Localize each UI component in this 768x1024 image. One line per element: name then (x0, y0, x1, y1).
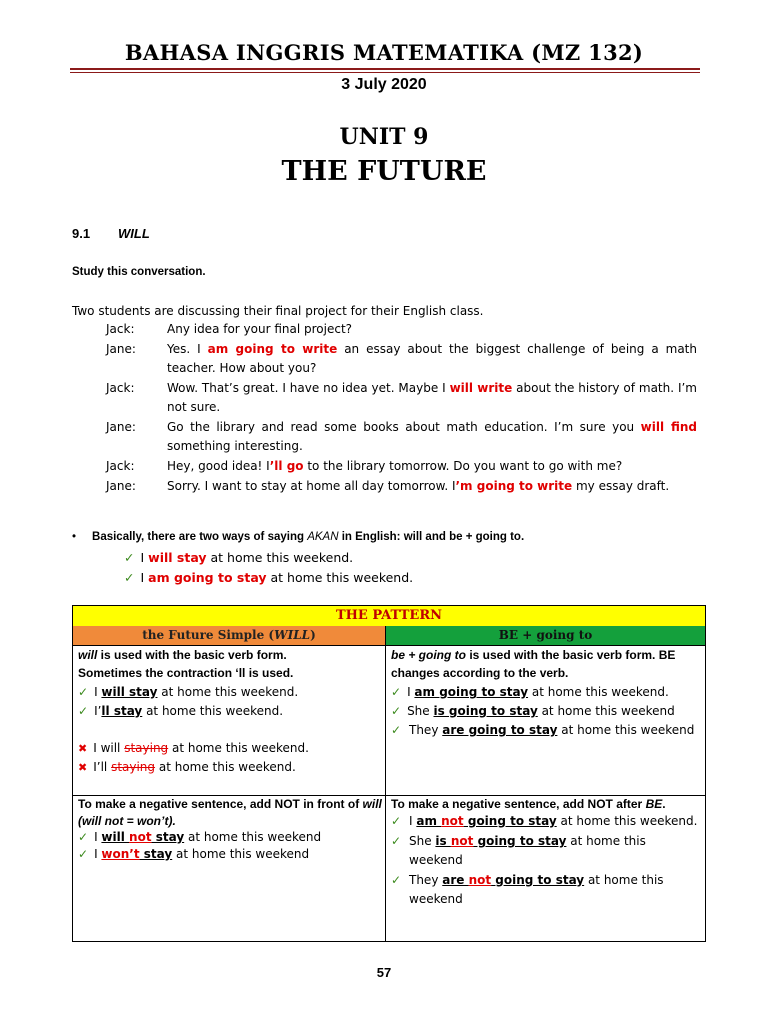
example-row (391, 832, 701, 870)
cross-icon: ✖ (78, 761, 88, 774)
rule-text: To make a negative sentence, add (78, 797, 275, 811)
future-verb: will write (449, 381, 513, 395)
bullet-text: in English: (338, 531, 404, 543)
rule-text: . (662, 797, 666, 811)
check-icon: ✓ (124, 570, 135, 585)
study-instruction: Study this conversation. (72, 266, 206, 278)
column-title: the Future Simple ( (142, 628, 275, 642)
negation-word: not (468, 873, 492, 887)
be-going-rule (391, 646, 701, 682)
wrong-verb: staying (111, 760, 156, 774)
example-verb: going to stay (473, 834, 567, 848)
negation-word: not (450, 834, 474, 848)
speaker: Jane: (106, 342, 136, 356)
example-verb: am going to stay (414, 685, 529, 699)
example-verb: am (416, 814, 442, 828)
example-row (391, 721, 701, 740)
example-text: They (409, 873, 443, 887)
example-text: at home this weekend (409, 834, 646, 867)
negation-word: not (129, 830, 152, 844)
line-text: Go the library and read some books about math education. I’m sure you (167, 420, 641, 434)
example-verb: are (442, 873, 469, 887)
section-number: 9.1 (72, 226, 91, 241)
unit-label: UNIT 9 (339, 124, 429, 150)
negation-word: not (441, 814, 464, 828)
be-going-examples (391, 683, 701, 740)
future-verb: will find (640, 420, 697, 434)
bullet-text: Basically, there are two ways of saying (92, 531, 308, 543)
example-text: I (140, 550, 149, 565)
line-text: Sorry. I want to stay at home all day tomorrow. I (167, 479, 456, 493)
example-row (391, 702, 701, 721)
rule-text: Sometimes the contraction ‘ll is used. (78, 666, 294, 680)
example-text: at home this weekend. (556, 814, 698, 828)
example-verb: stay (139, 847, 173, 861)
rule-text: is used with the basic verb form. BE changes according to the verb. (391, 648, 676, 680)
example-text: She (407, 704, 434, 718)
example-verb: stay (151, 830, 185, 844)
example-sentence (124, 550, 353, 565)
example-text: I (409, 814, 417, 828)
conversation-intro: Two students are discussing their final project for their English class. (72, 304, 484, 318)
bullet-akan: AKAN (307, 531, 339, 543)
bullet-text: . (520, 531, 525, 543)
section-title: WILL (118, 226, 150, 241)
check-icon: ✓ (78, 847, 89, 861)
page-number: 57 (376, 965, 392, 980)
check-icon: ✓ (391, 704, 402, 718)
example-text: at home this weekend (184, 830, 322, 844)
example-text: at home this weekend. (528, 685, 669, 699)
bullet-point (72, 531, 524, 543)
will-negative-rule (78, 796, 382, 830)
example-row (78, 683, 382, 702)
line-text: Any idea for your final project? (167, 322, 353, 336)
example-text: I (94, 847, 102, 861)
bullet-will: will (403, 531, 423, 543)
future-verb: am going to write (207, 342, 338, 356)
will-negative-examples (78, 829, 382, 863)
rule-em: be + going to (391, 648, 466, 662)
bullet-text: and (422, 531, 450, 543)
example-row (391, 683, 701, 702)
example-text: at home this weekend. (266, 570, 414, 585)
example-text: She (409, 834, 436, 848)
example-verb: will stay (101, 685, 158, 699)
example-text: I’ll (93, 760, 112, 774)
column-header-will (73, 626, 386, 646)
check-icon: ✓ (391, 685, 402, 699)
example-row (391, 812, 701, 831)
example-text: I (140, 570, 149, 585)
rule-text: is used with the basic verb form. (97, 648, 287, 662)
line-text: my essay draft. (572, 479, 670, 493)
table-divider-vertical (385, 645, 386, 942)
check-icon: ✓ (391, 834, 402, 848)
example-verb: will stay (148, 550, 207, 565)
example-text: at home this weekend. (168, 741, 309, 755)
rule-be: BE (645, 797, 663, 811)
wrong-verb: staying (124, 741, 169, 755)
negation-word: won’t (101, 847, 140, 861)
example-verb: is (435, 834, 451, 848)
check-icon: ✓ (78, 704, 89, 718)
table-header: THE PATTERN (73, 606, 705, 627)
example-verb: going to stay (491, 873, 585, 887)
check-icon: ✓ (78, 830, 89, 844)
example-text: I’ (94, 704, 102, 718)
example-text: at home this weekend. (157, 685, 299, 699)
example-row (391, 871, 701, 909)
will-rule (78, 646, 382, 682)
rule-not: NOT (587, 797, 613, 811)
example-text: at home this weekend (409, 873, 664, 906)
line-text: Hey, good idea! I (167, 459, 270, 473)
bullet-dot: • (72, 531, 93, 543)
document-date: 3 July 2020 (341, 76, 427, 93)
check-icon: ✓ (391, 723, 402, 737)
example-verb: going to stay (463, 814, 557, 828)
cross-icon: ✖ (78, 742, 88, 755)
example-row-wrong (78, 758, 382, 777)
example-text: I (407, 685, 415, 699)
rule-not: NOT (274, 797, 300, 811)
example-verb: are going to stay (442, 723, 558, 737)
check-icon: ✓ (124, 550, 135, 565)
check-icon: ✓ (78, 685, 89, 699)
bullet-be-going: be + going to (449, 531, 521, 543)
example-sentence (124, 570, 413, 585)
rule-text: in front of (299, 797, 363, 811)
example-row (78, 846, 382, 863)
example-verb: am going to stay (148, 570, 267, 585)
pattern-table (72, 605, 706, 942)
line-text: something interesting. (167, 439, 303, 453)
line-text: an essay about the biggest challenge of being a math teacher. How about you? (167, 342, 697, 375)
check-icon: ✓ (391, 873, 402, 887)
rule-will: will (362, 797, 382, 811)
header-rule (70, 68, 700, 70)
speaker: Jack: (106, 381, 135, 395)
example-text: at home this weekend (557, 723, 695, 737)
example-verb: is going to stay (433, 704, 538, 718)
speaker: Jane: (106, 420, 136, 434)
example-text: at home this weekend (172, 847, 310, 861)
example-text: at home this weekend. (155, 760, 296, 774)
example-text: at home this weekend. (206, 550, 354, 565)
rule-em: will (78, 648, 98, 662)
rule-text: after (612, 797, 646, 811)
future-verb: ’ll go (269, 459, 304, 473)
line-text: Wow. That’s great. I have no idea yet. Maybe I (167, 381, 450, 395)
line-text: about the history of math. I’m not sure. (167, 381, 697, 414)
line-text: to the library tomorrow. Do you want to go with me? (303, 459, 623, 473)
example-text: at home this weekend (537, 704, 675, 718)
header-rule-thin (70, 72, 700, 73)
be-going-negative-examples (391, 812, 701, 909)
speaker: Jack: (106, 459, 135, 473)
be-going-negative-rule (391, 796, 701, 813)
unit-title: THE FUTURE (281, 156, 487, 187)
column-title: ) (310, 628, 316, 642)
example-text: I (94, 685, 102, 699)
example-text: I (94, 830, 102, 844)
example-text: at home this weekend. (142, 704, 284, 718)
example-row (78, 702, 382, 721)
will-examples (78, 683, 382, 777)
column-title-em: WILL (274, 628, 311, 642)
speaker: Jane: (106, 479, 136, 493)
speaker: Jack: (106, 322, 135, 336)
rule-text: To make a negative sentence, add (391, 797, 588, 811)
example-row (78, 829, 382, 846)
example-row-wrong (78, 739, 382, 758)
course-title: BAHASA INGGRIS MATEMATIKA (MZ 132) (124, 40, 644, 65)
rule-paren: (will not = won’t). (78, 814, 176, 828)
spacer (78, 721, 382, 739)
example-verb: ll stay (101, 704, 143, 718)
example-text: They (409, 723, 443, 737)
check-icon: ✓ (391, 814, 402, 828)
line-text: Yes. I (167, 342, 208, 356)
future-verb: ’m going to write (455, 479, 573, 493)
example-text: I will (93, 741, 125, 755)
example-verb: will (101, 830, 130, 844)
column-header-be-going: BE + going to (386, 626, 705, 646)
